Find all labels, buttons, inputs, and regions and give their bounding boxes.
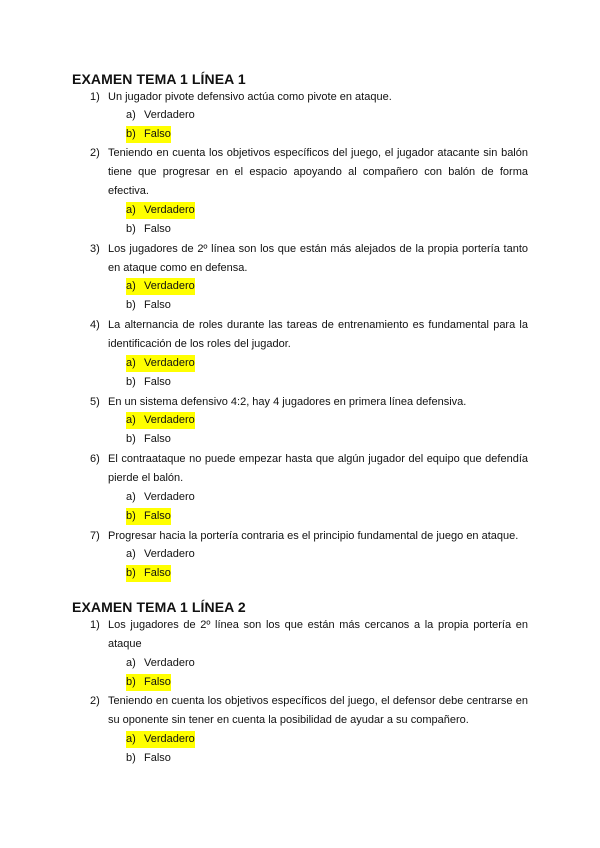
section-title: EXAMEN TEMA 1 LÍNEA 1 bbox=[72, 71, 246, 87]
option-correct bbox=[126, 126, 171, 143]
question-number: 1) bbox=[90, 91, 100, 103]
question bbox=[90, 692, 528, 730]
question-text: La alternancia de roles durante las tareas de entrenamiento es fundamental para la identificación de los roles del jugador. bbox=[108, 319, 528, 350]
option-label: Falso bbox=[144, 376, 171, 388]
option-letter: a) bbox=[126, 109, 136, 121]
option-letter: b) bbox=[126, 676, 136, 688]
option-letter: b) bbox=[126, 299, 136, 311]
option-correct bbox=[126, 355, 195, 372]
option-letter: b) bbox=[126, 567, 136, 579]
option bbox=[126, 297, 171, 314]
option-letter: b) bbox=[126, 510, 136, 522]
option-correct bbox=[126, 278, 195, 295]
question bbox=[90, 450, 528, 488]
option-letter: a) bbox=[126, 357, 136, 369]
option bbox=[126, 546, 195, 563]
question-number: 6) bbox=[90, 453, 100, 465]
question-text: En un sistema defensivo 4:2, hay 4 jugadores en primera línea defensiva. bbox=[108, 396, 467, 408]
option-label: Falso bbox=[144, 223, 171, 235]
option bbox=[126, 431, 171, 448]
option-letter: a) bbox=[126, 491, 136, 503]
question-text: Un jugador pivote defensivo actúa como pivote en ataque. bbox=[108, 91, 392, 103]
option-letter: b) bbox=[126, 128, 136, 140]
option-label: Falso bbox=[144, 433, 171, 445]
option-label: Verdadero bbox=[144, 733, 195, 745]
option-label: Falso bbox=[144, 676, 171, 688]
question-text: Los jugadores de 2º línea son los que están más cercanos a la propia portería en ataque bbox=[108, 619, 528, 650]
option bbox=[126, 750, 171, 767]
question-number: 3) bbox=[90, 243, 100, 255]
option bbox=[126, 221, 171, 238]
option-letter: a) bbox=[126, 204, 136, 216]
option bbox=[126, 489, 195, 506]
option-label: Falso bbox=[144, 510, 171, 522]
option-correct bbox=[126, 508, 171, 525]
section-title: EXAMEN TEMA 1 LÍNEA 2 bbox=[72, 599, 246, 615]
option-letter: b) bbox=[126, 752, 136, 764]
question-text: Teniendo en cuenta los objetivos específicos del juego, el defensor debe centrarse en su oponente sin tener en cuenta la posibilidad de ayudar a su compañero. bbox=[108, 695, 528, 726]
option-label: Verdadero bbox=[144, 548, 195, 560]
option-letter: a) bbox=[126, 657, 136, 669]
question bbox=[90, 144, 528, 201]
option-label: Verdadero bbox=[144, 414, 195, 426]
option-letter: a) bbox=[126, 733, 136, 745]
option-label: Verdadero bbox=[144, 109, 195, 121]
option-correct bbox=[126, 412, 195, 429]
question-text: Teniendo en cuenta los objetivos específicos del juego, el jugador atacante sin balón tiene que progresar en el espacio apoyando al compañero con balón de forma efectiva. bbox=[108, 147, 528, 197]
question-text: Los jugadores de 2º línea son los que están más alejados de la propia portería tanto en ataque como en defensa. bbox=[108, 243, 528, 274]
option-letter: b) bbox=[126, 376, 136, 388]
question-text: El contraataque no puede empezar hasta que algún jugador del equipo que defendía pierde el balón. bbox=[108, 453, 528, 484]
option-letter: a) bbox=[126, 280, 136, 292]
question bbox=[90, 88, 528, 107]
option-letter: b) bbox=[126, 223, 136, 235]
question bbox=[90, 393, 528, 412]
question-number: 4) bbox=[90, 319, 100, 331]
option-label: Verdadero bbox=[144, 357, 195, 369]
option bbox=[126, 374, 171, 391]
question-text: Progresar hacia la portería contraria es el principio fundamental de juego en ataque. bbox=[108, 530, 519, 542]
question-number: 2) bbox=[90, 695, 100, 707]
option-label: Verdadero bbox=[144, 491, 195, 503]
question bbox=[90, 240, 528, 278]
question bbox=[90, 527, 528, 546]
option-label: Falso bbox=[144, 752, 171, 764]
question-number: 5) bbox=[90, 396, 100, 408]
option-label: Verdadero bbox=[144, 280, 195, 292]
option-letter: b) bbox=[126, 433, 136, 445]
option-correct bbox=[126, 674, 171, 691]
question bbox=[90, 616, 528, 654]
option-correct bbox=[126, 202, 195, 219]
question-number: 7) bbox=[90, 530, 100, 542]
option-letter: a) bbox=[126, 414, 136, 426]
option-letter: a) bbox=[126, 548, 136, 560]
option bbox=[126, 107, 195, 124]
option-label: Verdadero bbox=[144, 204, 195, 216]
option-correct bbox=[126, 565, 171, 582]
option-label: Verdadero bbox=[144, 657, 195, 669]
option bbox=[126, 655, 195, 672]
question-number: 1) bbox=[90, 619, 100, 631]
question bbox=[90, 316, 528, 354]
option-label: Falso bbox=[144, 567, 171, 579]
question-number: 2) bbox=[90, 147, 100, 159]
option-label: Falso bbox=[144, 128, 171, 140]
option-correct bbox=[126, 731, 195, 748]
option-label: Falso bbox=[144, 299, 171, 311]
